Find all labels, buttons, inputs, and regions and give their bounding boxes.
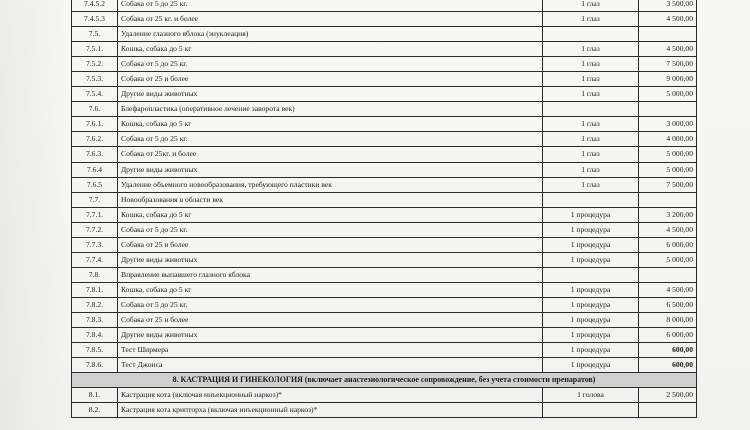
row-price: 5 000,00 <box>639 162 697 177</box>
row-price: 4 500,00 <box>639 12 697 27</box>
row-price: 8 000,00 <box>639 312 697 327</box>
price-table-body <box>72 0 697 418</box>
row-description: Собака от 5 до 25 кг. <box>118 0 543 12</box>
row-description: Собака от 25 и более <box>118 237 543 252</box>
section-header-row <box>72 373 697 388</box>
row-price: 2 500,00 <box>639 388 697 403</box>
table-row <box>72 87 697 102</box>
row-number: 7.7.1. <box>72 207 118 222</box>
row-number: 7.7. <box>72 192 118 207</box>
row-description: Собака от 5 до 25 кг. <box>118 222 543 237</box>
row-description: Тест Джонса <box>118 358 543 373</box>
row-price: 6 500,00 <box>639 297 697 312</box>
row-description: Удаление объемного новообразования, требующего пластики век <box>118 177 543 192</box>
row-number: 7.5.1. <box>72 42 118 57</box>
row-price <box>639 27 697 42</box>
table-row <box>72 328 697 343</box>
table-row <box>72 72 697 87</box>
row-unit: 1 голова <box>543 388 639 403</box>
row-number: 7.8.6. <box>72 358 118 373</box>
row-price: 7 500,00 <box>639 177 697 192</box>
row-price <box>639 192 697 207</box>
row-description: Собака от 5 до 25 кг. <box>118 297 543 312</box>
row-number: 7.5.3. <box>72 72 118 87</box>
table-row <box>72 358 697 373</box>
table-row <box>72 147 697 162</box>
row-number: 8.2. <box>72 403 118 418</box>
scan-shadow <box>0 0 70 430</box>
row-description: Собака от 5 до 25 кг. <box>118 57 543 72</box>
row-unit <box>543 192 639 207</box>
row-description: Собака от 25 и более <box>118 312 543 327</box>
row-description: Вправление выпавшего глазного яблока <box>118 267 543 282</box>
row-unit: 1 процедура <box>543 207 639 222</box>
table-row <box>72 312 697 327</box>
row-number: 7.6. <box>72 102 118 117</box>
table-row <box>72 162 697 177</box>
row-number: 7.6.1. <box>72 117 118 132</box>
row-unit <box>543 102 639 117</box>
row-number: 7.8.1. <box>72 282 118 297</box>
row-description: Другие виды животных <box>118 328 543 343</box>
group-row <box>72 102 697 117</box>
row-number: 7.5. <box>72 27 118 42</box>
table-row <box>72 177 697 192</box>
row-unit: 1 процедура <box>543 328 639 343</box>
row-unit: 1 процедура <box>543 237 639 252</box>
row-price: 3 000,00 <box>639 117 697 132</box>
group-row <box>72 192 697 207</box>
row-description: Кастрация кота крипторха (включая инъекционный наркоз)* <box>118 403 543 418</box>
table-row <box>72 42 697 57</box>
table-row <box>72 282 697 297</box>
row-unit: 1 глаз <box>543 12 639 27</box>
row-number: 7.8. <box>72 267 118 282</box>
row-number: 7.8.5. <box>72 343 118 358</box>
row-number: 7.4.5.2 <box>72 0 118 12</box>
row-description: Другие виды животных <box>118 252 543 267</box>
row-description: Кошка, собака до 5 кг <box>118 282 543 297</box>
row-description: Другие виды животных <box>118 162 543 177</box>
row-price: 5 000,00 <box>639 147 697 162</box>
row-number: 7.7.4. <box>72 252 118 267</box>
row-price <box>639 102 697 117</box>
row-unit <box>543 27 639 42</box>
row-unit <box>543 267 639 282</box>
row-unit: 1 глаз <box>543 162 639 177</box>
row-price: 4 500,00 <box>639 222 697 237</box>
table-row <box>72 237 697 252</box>
row-price <box>639 403 697 418</box>
table-row <box>72 207 697 222</box>
row-price: 4 500,00 <box>639 42 697 57</box>
row-unit <box>543 403 639 418</box>
row-price <box>639 267 697 282</box>
row-number: 7.7.2. <box>72 222 118 237</box>
row-unit: 1 глаз <box>543 147 639 162</box>
row-description: Кошка, собака до 5 кг <box>118 42 543 57</box>
row-unit: 1 глаз <box>543 132 639 147</box>
row-number: 7.8.2. <box>72 297 118 312</box>
row-unit: 1 процедура <box>543 282 639 297</box>
row-number: 7.4.5.3 <box>72 12 118 27</box>
row-unit: 1 глаз <box>543 42 639 57</box>
table-row <box>72 117 697 132</box>
row-price: 600,00 <box>639 358 697 373</box>
row-unit: 1 процедура <box>543 222 639 237</box>
group-row <box>72 27 697 42</box>
row-number: 8.1. <box>72 388 118 403</box>
row-description: Собака от 25 и более <box>118 72 543 87</box>
row-description: Блефаропластика (оперативное лечение заворота век) <box>118 102 543 117</box>
row-unit: 1 глаз <box>543 117 639 132</box>
table-row <box>72 388 697 403</box>
group-row <box>72 267 697 282</box>
table-row <box>72 57 697 72</box>
row-price: 600,00 <box>639 343 697 358</box>
row-price: 5 000,00 <box>639 87 697 102</box>
row-unit: 1 процедура <box>543 343 639 358</box>
row-number: 7.5.2. <box>72 57 118 72</box>
row-number: 7.7.3. <box>72 237 118 252</box>
row-price: 7 500,00 <box>639 57 697 72</box>
table-row <box>72 403 697 418</box>
table-row <box>72 222 697 237</box>
table-row <box>72 252 697 267</box>
row-price: 4 000,00 <box>639 132 697 147</box>
row-description: Собака от 25 кг. и более <box>118 12 543 27</box>
row-description: Тест Ширмера <box>118 343 543 358</box>
row-description: Собака от 5 до 25 кг. <box>118 132 543 147</box>
row-unit: 1 процедура <box>543 297 639 312</box>
table-row <box>72 12 697 27</box>
table-row <box>72 297 697 312</box>
row-unit: 1 глаз <box>543 177 639 192</box>
row-unit: 1 процедура <box>543 358 639 373</box>
row-unit: 1 процедура <box>543 252 639 267</box>
row-number: 7.8.4. <box>72 328 118 343</box>
table-row <box>72 132 697 147</box>
row-price: 9 000,00 <box>639 72 697 87</box>
row-unit: 1 процедура <box>543 312 639 327</box>
table-row <box>72 0 697 12</box>
row-number: 7.8.3. <box>72 312 118 327</box>
row-price: 5 000,00 <box>639 252 697 267</box>
row-number: 7.6.4 <box>72 162 118 177</box>
row-description: Удаление глазного яблока (энуклеация) <box>118 27 543 42</box>
table-row <box>72 343 697 358</box>
row-unit: 1 глаз <box>543 72 639 87</box>
row-price: 6 000,00 <box>639 328 697 343</box>
row-price: 4 500,00 <box>639 282 697 297</box>
row-price: 3 500,00 <box>639 0 697 12</box>
row-unit: 1 глаз <box>543 0 639 12</box>
row-description: Кошка, собака до 5 кг <box>118 207 543 222</box>
row-number: 7.6.3. <box>72 147 118 162</box>
row-description: Другие виды животных <box>118 87 543 102</box>
row-number: 7.6.5 <box>72 177 118 192</box>
row-description: Кошка, собака до 5 кг <box>118 117 543 132</box>
row-description: Новообразования в области век <box>118 192 543 207</box>
row-unit: 1 глаз <box>543 87 639 102</box>
row-number: 7.5.4. <box>72 87 118 102</box>
row-description: Собака от 25кг. и более <box>118 147 543 162</box>
price-table <box>71 0 697 418</box>
row-description: Кастрация кота (включая инъекционный наркоз)* <box>118 388 543 403</box>
section-title: 8. КАСТРАЦИЯ И ГИНЕКОЛОГИЯ (включает анастезиологическое сопровождение, без учета стоимости препаратов) <box>72 373 697 388</box>
row-number: 7.6.2. <box>72 132 118 147</box>
row-unit: 1 глаз <box>543 57 639 72</box>
row-price: 6 000,00 <box>639 237 697 252</box>
row-price: 3 200,00 <box>639 207 697 222</box>
